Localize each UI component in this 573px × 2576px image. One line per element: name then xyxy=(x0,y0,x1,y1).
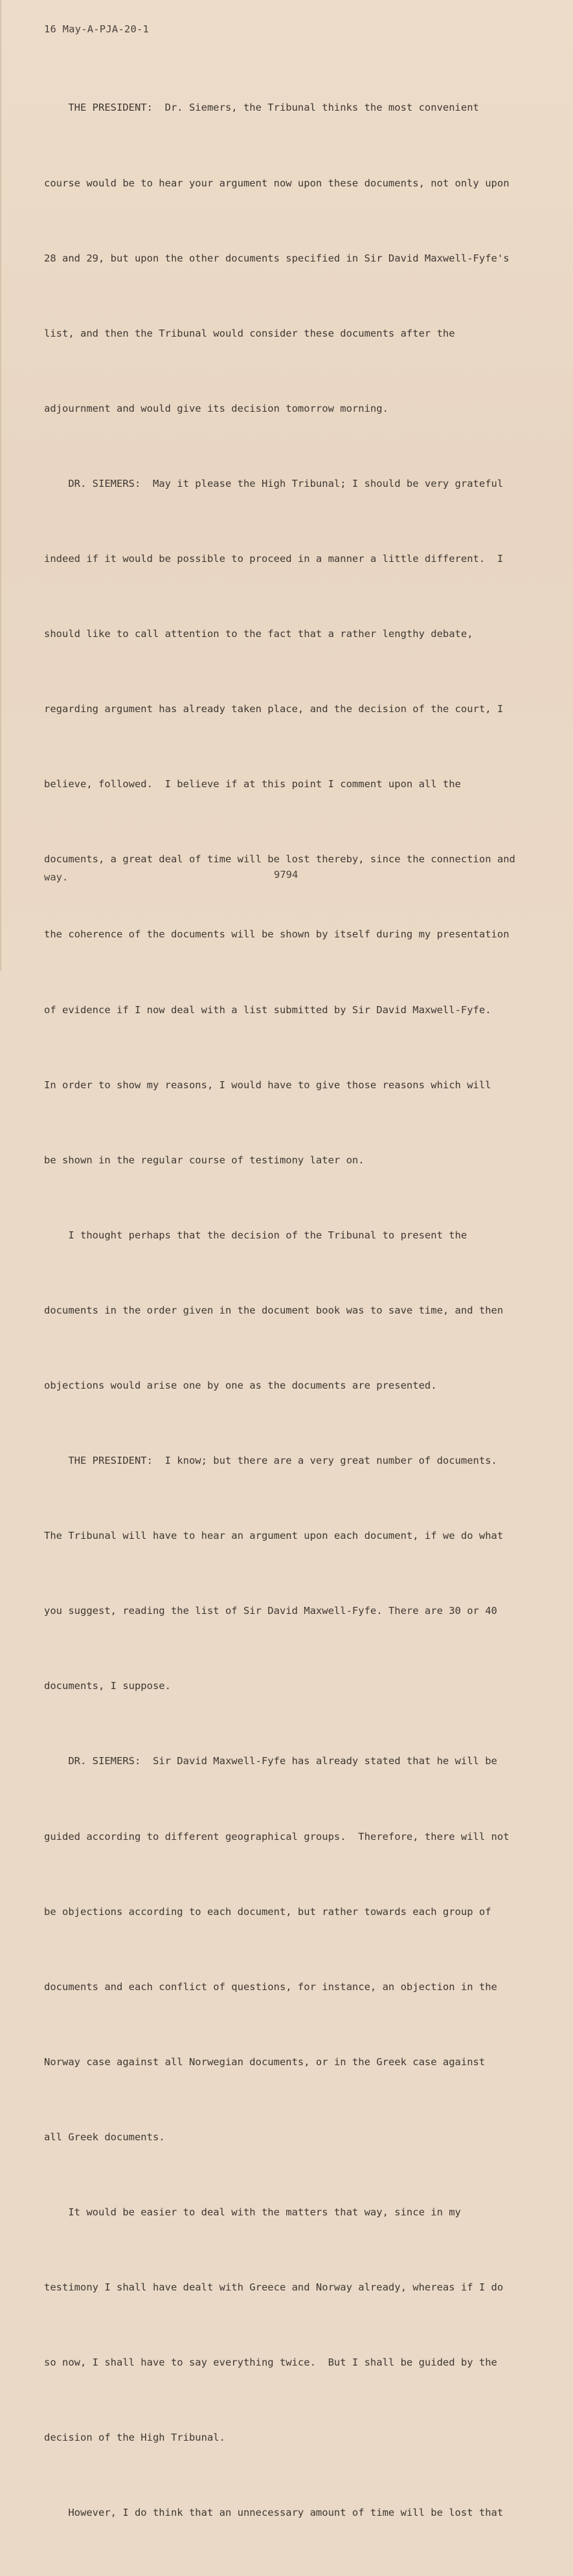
text-line: It would be easier to deal with the matters that way, since in my xyxy=(44,2206,461,2219)
text-line: Norway case against all Norwegian documents, or in the Greek case against xyxy=(44,2055,486,2068)
text-line: list, and then the Tribunal would consider these documents after the xyxy=(44,327,455,339)
page-number: 9794 xyxy=(274,869,298,880)
closing-word: way. xyxy=(44,871,69,883)
text-line: 28 and 29, but upon the other documents specified in Sir David Maxwell-Fyfe's xyxy=(44,252,510,264)
text-line: However, I do think that an unnecessary amount of time will be lost that xyxy=(44,2507,504,2519)
text-line: indeed if it would be possible to proceed in a manner a little different. I xyxy=(44,552,504,565)
transcript-body xyxy=(44,45,543,2576)
text-line: documents and each conflict of questions, for instance, an objection in the xyxy=(44,1980,497,1993)
text-line: DR. SIEMERS: Sir David Maxwell-Fyfe has already stated that he will be xyxy=(44,1755,497,1767)
text-line: adjournment and would give its decision tomorrow morning. xyxy=(44,402,388,414)
text-line: The Tribunal will have to hear an argument upon each document, if we do what xyxy=(44,1530,504,1542)
text-line: THE PRESIDENT: I know; but there are a very great number of documents. xyxy=(44,1455,497,1467)
text-line: all Greek documents. xyxy=(44,2131,165,2143)
text-line: regarding argument has already taken place, and the decision of the court, I xyxy=(44,703,504,715)
text-line: In order to show my reasons, I would have to give those reasons which will xyxy=(44,1079,491,1091)
text-line: should like to call attention to the fact that a rather lengthy debate, xyxy=(44,628,473,640)
text-line: objections would arise one by one as the documents are presented. xyxy=(44,1380,437,1391)
text-line: course would be to hear your argument now upon these documents, not only upon xyxy=(44,177,510,189)
text-line: documents, I suppose. xyxy=(44,1680,171,1692)
text-line: documents in the order given in the document book was to save time, and then xyxy=(44,1304,504,1316)
text-line: DR. SIEMERS: May it please the High Tribunal; I should be very grateful xyxy=(44,477,504,489)
text-line: you suggest, reading the list of Sir David Maxwell-Fyfe. There are 30 or 40 xyxy=(44,1605,497,1617)
text-line: of evidence if I now deal with a list submitted by Sir David Maxwell-Fyfe. xyxy=(44,1003,491,1016)
text-line: believe, followed. I believe if at this point I comment upon all the xyxy=(44,778,461,790)
text-line: I thought perhaps that the decision of the Tribunal to present the xyxy=(44,1229,467,1241)
text-line: be objections according to each document, but rather towards each group of xyxy=(44,1905,491,1918)
text-line: testimony I shall have dealt with Greece and Norway already, whereas if I do xyxy=(44,2281,504,2294)
text-line: the coherence of the documents will be shown by itself during my presentation xyxy=(44,928,510,941)
text-line: THE PRESIDENT: Dr. Siemers, the Tribunal thinks the most convenient xyxy=(44,102,479,114)
text-line: documents, a great deal of time will be lost thereby, since the connection and xyxy=(44,853,515,866)
text-line: decision of the High Tribunal. xyxy=(44,2432,225,2444)
text-line: so now, I shall have to say everything twice. But I shall be guided by the xyxy=(44,2357,497,2369)
document-id: 16 May-A-PJA-20-1 xyxy=(44,23,150,35)
text-line: be shown in the regular course of testimony later on. xyxy=(44,1154,365,1166)
text-line: guided according to different geographical groups. Therefore, there will not xyxy=(44,1830,510,1842)
